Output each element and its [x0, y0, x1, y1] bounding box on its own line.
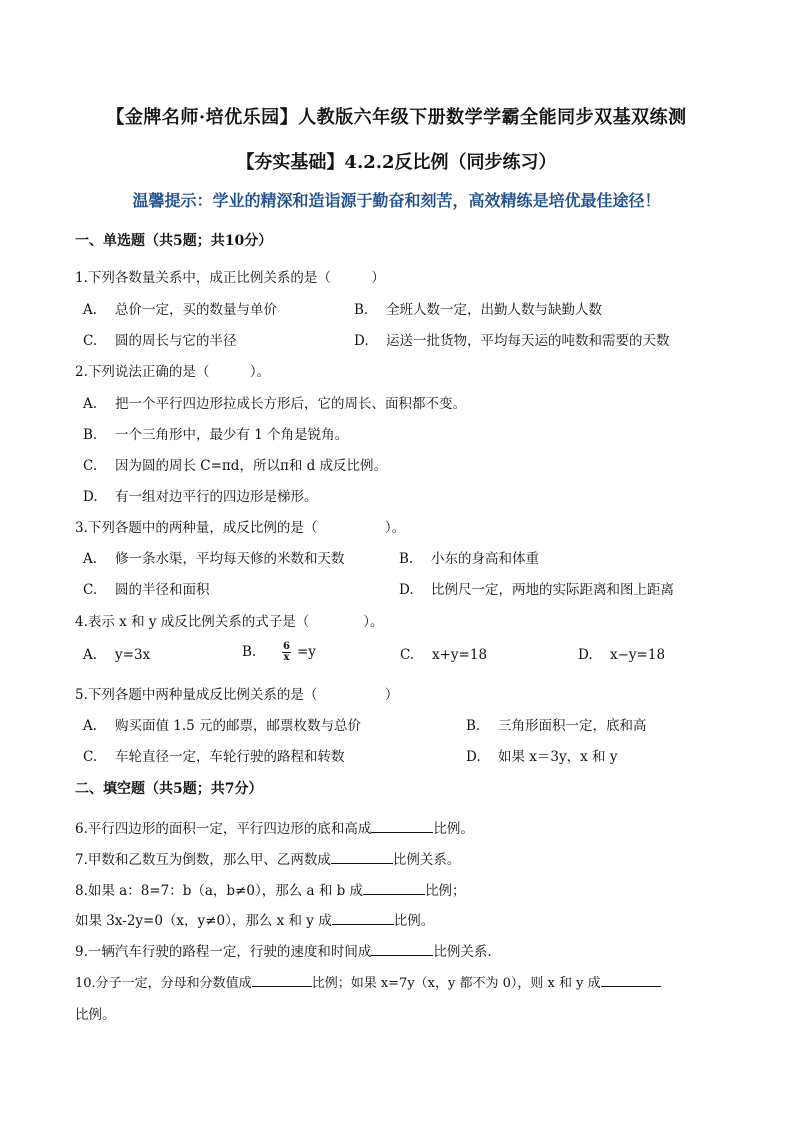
option-text: 三角形面积一定，底和高 [498, 718, 647, 734]
question-text: 比例。 [393, 913, 435, 929]
option-text: 购买面值 1.5 元的邮票，邮票枚数与总价 [115, 718, 362, 734]
question-3-stem: 3.下列各题中的两种量，成反比例的是（ ）。 [75, 520, 406, 536]
option-label: C. [83, 458, 98, 474]
question-2-stem: 2.下列说法正确的是（ ）。 [75, 364, 271, 380]
option-text: 一个三角形中，最少有 1 个角是锐角。 [115, 427, 349, 443]
option-label: D. [466, 749, 481, 765]
question-text: 比例关系. [433, 944, 492, 960]
option-label: A. [83, 647, 98, 663]
question-8-part-2 [75, 909, 434, 929]
question-1-option-b [354, 298, 602, 318]
answer-blank[interactable] [331, 849, 393, 864]
option-text: 圆的半径和面积 [115, 582, 210, 598]
option-text: 圆的周长与它的半径 [115, 333, 237, 349]
option-text: 因为圆的周长 C=πd，所以π和 d 成反比例。 [115, 458, 388, 474]
option-label: D. [399, 582, 414, 598]
option-text: 全班人数一定，出勤人数与缺勤人数 [386, 302, 602, 318]
option-label: B. [242, 644, 257, 660]
option-text: 小东的身高和体重 [431, 551, 539, 567]
question-text: 9.一辆汽车行驶的路程一定，行驶的速度和时间成 [75, 944, 372, 960]
option-label: C. [83, 333, 98, 349]
section-title-fill-in: 二、填空题（共5题；共7分） [75, 781, 263, 797]
answer-blank[interactable] [601, 972, 661, 987]
answer-blank[interactable] [363, 880, 425, 895]
question-text: 比例； [425, 883, 466, 899]
question-4-option-c [400, 647, 487, 663]
question-3-option-b [399, 547, 539, 567]
page-subtitle: 【夯实基础】4.2.2反比例（同步练习） [236, 152, 557, 173]
page-title: 【金牌名师·培优乐园】人教版六年级下册数学学霸全能同步双基双练测 [106, 107, 687, 128]
question-text: 如果 3x-2y=0（x，y≠0），那么 x 和 y 成 [75, 913, 332, 929]
question-4-option-b [242, 642, 316, 663]
option-label: D. [83, 489, 98, 505]
option-text: x+y=18 [432, 647, 488, 663]
option-text: 总价一定，买的数量与单价 [115, 302, 277, 318]
question-text: 比例；如果 x=7y（x，y 都不为 0），则 x 和 y 成 [311, 976, 601, 991]
option-label: C. [400, 647, 415, 663]
option-label: B. [354, 302, 369, 318]
question-4-option-d [578, 647, 665, 663]
question-text: 6.平行四边形的面积一定，平行四边形的底和高成 [75, 821, 372, 837]
question-text: 8.如果 a：8=7：b（a，b≠0），那么 a 和 b 成 [75, 883, 364, 899]
section-title-single-choice: 一、单选题（共5题；共10分） [75, 233, 273, 249]
question-1-option-d [354, 329, 670, 349]
question-4-option-a [83, 647, 150, 663]
option-text: 如果 x＝3y，x 和 y [498, 749, 618, 765]
fraction [282, 642, 291, 663]
question-5-option-a [83, 714, 361, 734]
question-5-stem: 5.下列各题中两种量成反比例关系的是（ ） [75, 687, 399, 703]
tip-text: 温馨提示：学业的精深和造诣源于勤奋和刻苦，高效精练是培优最佳途径！ [132, 191, 661, 210]
option-text: y=3x [115, 647, 151, 663]
question-1-option-c [83, 329, 237, 349]
question-3-option-a [83, 547, 345, 567]
answer-blank[interactable] [252, 972, 312, 987]
question-1-option-a [83, 298, 277, 318]
question-9 [75, 940, 492, 960]
option-label: C. [83, 582, 98, 598]
option-text: 运送一批货物，平均每天运的吨数和需要的天数 [386, 333, 670, 349]
option-label: B. [466, 718, 481, 734]
question-text: 10.分子一定，分母和分数值成 [75, 976, 252, 991]
question-2-option-b [83, 423, 348, 443]
option-label: A. [83, 302, 98, 318]
question-1-stem: 1.下列各数量关系中，成正比例关系的是（ ） [75, 270, 385, 286]
fraction-denominator: x [283, 652, 290, 663]
question-5-option-c [83, 745, 345, 765]
option-text: 有一组对边平行的四边形是梯形。 [115, 489, 318, 505]
option-label: B. [83, 427, 98, 443]
option-text: 修一条水渠，平均每天修的米数和天数 [115, 551, 345, 567]
question-2-option-c [83, 454, 387, 474]
option-label: D. [578, 647, 593, 663]
question-8 [75, 879, 466, 899]
question-3-option-c [83, 578, 210, 598]
question-5-option-b [466, 714, 647, 734]
option-label: A. [83, 718, 98, 734]
question-6 [75, 817, 474, 837]
fraction-numerator: 6 [283, 641, 290, 652]
answer-blank[interactable] [332, 910, 394, 925]
question-7 [75, 848, 460, 868]
question-text: 比例。 [433, 821, 474, 837]
question-text: 7.甲数和乙数互为倒数，那么甲、乙两数成 [75, 852, 331, 868]
question-2-option-a [83, 392, 466, 412]
question-10 [75, 972, 661, 991]
option-text: =y [296, 644, 316, 660]
option-label: A. [83, 396, 98, 412]
question-10-continued: 比例。 [75, 1007, 116, 1023]
option-text: 比例尺一定，两地的实际距离和图上距离 [431, 582, 674, 598]
question-text: 比例关系。 [392, 852, 461, 868]
question-3-option-d [399, 578, 674, 598]
option-text: 把一个平行四边形拉成长方形后，它的周长、面积都不变。 [115, 396, 466, 412]
question-2-option-d [83, 485, 318, 505]
option-text: x−y=18 [610, 647, 666, 663]
option-label: B. [399, 551, 414, 567]
answer-blank[interactable] [371, 818, 433, 833]
answer-blank[interactable] [371, 941, 433, 956]
option-label: D. [354, 333, 369, 349]
question-4-stem: 4.表示 x 和 y 成反比例关系的式子是（ ）。 [75, 614, 384, 630]
question-5-option-d [466, 745, 617, 765]
option-label: C. [83, 749, 98, 765]
option-text: 车轮直径一定，车轮行驶的路程和转数 [115, 749, 345, 765]
option-label: A. [83, 551, 98, 567]
